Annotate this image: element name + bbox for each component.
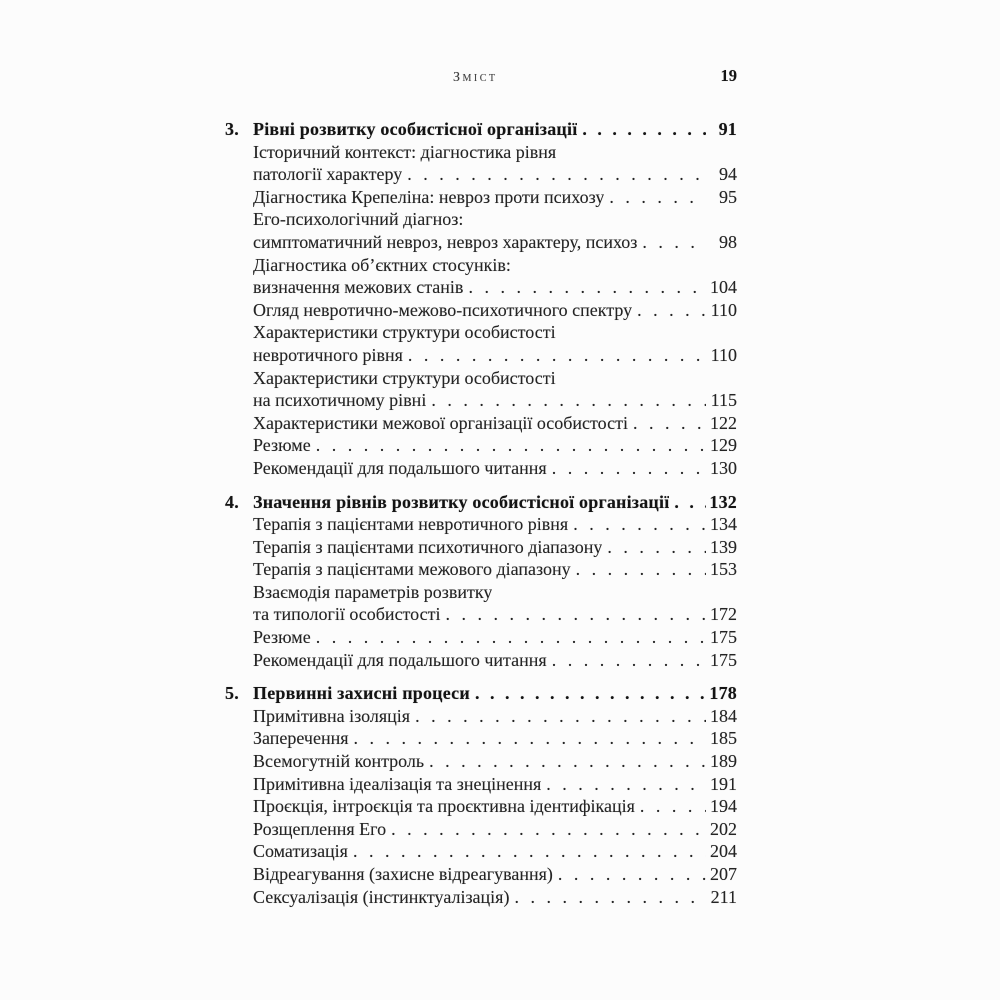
toc-entry-line: [225, 886, 737, 909]
toc-entry-line: [225, 434, 737, 457]
toc-entries: [225, 513, 737, 671]
entry-page-number: 194: [710, 796, 737, 817]
dot-leader: [446, 603, 707, 626]
entry-text: Терапія з пацієнтами психотичного діапазону: [253, 536, 603, 557]
toc-chapter-row: [225, 118, 737, 141]
entry-text: на психотичному рівні: [253, 390, 427, 411]
entry-page-number: 204: [710, 841, 737, 862]
entry-page-number: 175: [710, 649, 737, 670]
entry-text: Заперечення: [253, 728, 349, 749]
dot-leader: [429, 750, 706, 773]
toc-entry-line: [225, 254, 737, 277]
dot-leader: [415, 705, 706, 728]
dot-leader: [353, 840, 706, 863]
entry-text: Характеристики структури особистості: [253, 367, 556, 388]
chapter-page-number: 132: [709, 491, 737, 512]
entry-text: Примітивна ізоляція: [253, 705, 411, 726]
toc-entry-line: [225, 208, 737, 231]
dot-leader: [607, 536, 706, 559]
entry-text: Огляд невротично-межово-психотичного спектру: [253, 299, 633, 320]
toc-entry-line: [225, 818, 737, 841]
dot-leader: [637, 299, 706, 322]
dot-leader: [407, 163, 706, 186]
entry-page-number: 139: [710, 536, 737, 557]
toc-entry-line: [225, 231, 737, 254]
entry-text: визначення межових станів: [253, 277, 464, 298]
dot-leader: [573, 513, 706, 536]
running-title: Зміст: [453, 70, 498, 85]
chapter-title: Первинні захисні процеси: [253, 683, 470, 704]
toc-entry-line: [225, 186, 737, 209]
entry-text: Резюме: [253, 627, 311, 648]
dot-leader: [674, 491, 706, 514]
toc-entry-line: [225, 603, 737, 626]
entry-page-number: 207: [710, 864, 737, 884]
dot-leader: [609, 186, 706, 209]
toc-entries: [225, 141, 737, 480]
toc-entry-line: [225, 863, 737, 886]
dot-leader: [391, 818, 706, 841]
entry-text: Резюме: [253, 435, 311, 456]
header-page-number: 19: [720, 66, 737, 85]
entry-page-number: 130: [710, 457, 737, 478]
toc-entry-line: [225, 321, 737, 344]
table-of-contents: [225, 118, 737, 908]
toc-entries: [225, 705, 737, 908]
dot-leader: [576, 558, 706, 581]
chapter-page-number: 178: [709, 683, 737, 704]
toc-entry-line: [225, 705, 737, 728]
dot-leader: [316, 434, 706, 457]
dot-leader: [640, 795, 706, 818]
dot-leader: [408, 344, 706, 367]
entry-page-number: 184: [710, 705, 737, 726]
chapter-title: Рівні розвитку особистісної організації: [253, 119, 578, 139]
dot-leader: [354, 727, 706, 750]
toc-entry-line: [225, 389, 737, 412]
toc-entry-line: [225, 412, 737, 435]
entry-text: Терапія з пацієнтами невротичного рівня: [253, 514, 569, 535]
toc-section: [225, 491, 737, 672]
entry-text: Характеристики структури особистості: [253, 322, 556, 343]
toc-chapter-row: [225, 682, 737, 705]
chapter-number: 3.: [225, 119, 239, 139]
toc-entry-line: [225, 626, 737, 649]
entry-text: Терапія з пацієнтами межового діапазону: [253, 559, 571, 580]
toc-entry-line: [225, 141, 737, 164]
entry-page-number: 98: [719, 231, 737, 252]
dot-leader: [468, 276, 706, 299]
entry-text: Відреагування (захисне відреагування): [253, 864, 553, 884]
entry-text: Діагностика Крепеліна: невроз проти психозу: [253, 186, 605, 207]
entry-page-number: 172: [710, 604, 737, 625]
entry-page-number: 110: [710, 299, 737, 320]
toc-entry-line: [225, 457, 737, 480]
toc-entry-line: [225, 344, 737, 367]
dot-leader: [558, 863, 706, 886]
toc-entry-line: [225, 795, 737, 818]
entry-text: патології характеру: [253, 164, 403, 185]
entry-page-number: 175: [710, 627, 737, 648]
entry-text: Проєкція, інтроєкція та проєктивна ідентифікація: [253, 796, 635, 817]
toc-entry-line: [225, 773, 737, 796]
entry-page-number: 115: [710, 390, 737, 411]
chapter-page-number: 91: [718, 119, 737, 139]
toc-entry-line: [225, 536, 737, 559]
dot-leader: [514, 886, 706, 909]
dot-leader: [431, 389, 706, 412]
entry-page-number: 185: [710, 728, 737, 749]
entry-text: невротичного рівня: [253, 344, 403, 365]
entry-page-number: 189: [710, 751, 737, 772]
dot-leader: [552, 457, 706, 480]
toc-chapter-row: [225, 491, 737, 514]
toc-entry-line: [225, 299, 737, 322]
entry-text: Соматизація: [253, 841, 348, 862]
dot-leader: [316, 626, 706, 649]
entry-page-number: 94: [719, 164, 737, 185]
toc-entry-line: [225, 276, 737, 299]
entry-page-number: 191: [710, 773, 737, 794]
toc-entry-line: [225, 840, 737, 863]
chapter-title: Значення рівнів розвитку особистісної організації: [253, 491, 670, 512]
entry-text: Рекомендації для подальшого читання: [253, 457, 547, 478]
entry-page-number: 104: [710, 277, 737, 298]
toc-section: [225, 118, 737, 480]
dot-leader: [582, 118, 706, 141]
entry-page-number: 110: [710, 344, 737, 365]
entry-text: Взаємодія параметрів розвитку: [253, 581, 493, 602]
entry-text: Діагностика об’єктних стосунків:: [253, 254, 511, 275]
dot-leader: [552, 649, 706, 672]
toc-section: [225, 682, 737, 908]
toc-entry-line: [225, 727, 737, 750]
toc-entry-line: [225, 513, 737, 536]
dot-leader: [475, 682, 706, 705]
entry-page-number: 122: [710, 412, 737, 433]
entry-text: Рекомендації для подальшого читання: [253, 649, 547, 670]
entry-text: Історичний контекст: діагностика рівня: [253, 141, 557, 162]
running-header: [225, 66, 737, 86]
toc-entry-line: [225, 367, 737, 390]
toc-entry-line: [225, 163, 737, 186]
dot-leader: [633, 412, 706, 435]
entry-text: та типології особистості: [253, 604, 441, 625]
entry-page-number: 134: [710, 514, 737, 535]
toc-entry-line: [225, 649, 737, 672]
entry-page-number: 202: [710, 818, 737, 839]
entry-text: Всемогутній контроль: [253, 751, 425, 772]
entry-text: Его-психологічний діагноз:: [253, 209, 464, 230]
entry-page-number: 211: [710, 886, 737, 907]
entry-text: симптоматичний невроз, невроз характеру, психоз: [253, 231, 638, 252]
chapter-number: 4.: [225, 491, 239, 512]
toc-entry-line: [225, 581, 737, 604]
chapter-number: 5.: [225, 683, 239, 704]
toc-entry-line: [225, 750, 737, 773]
entry-page-number: 129: [710, 435, 737, 456]
entry-page-number: 95: [719, 186, 737, 207]
entry-text: Примітивна ідеалізація та знецінення: [253, 773, 542, 794]
toc-entry-line: [225, 558, 737, 581]
entry-text: Характеристики межової організації особистості: [253, 412, 628, 433]
entry-text: Сексуалізація (інстинктуалізація): [253, 886, 510, 907]
dot-leader: [546, 773, 706, 796]
entry-page-number: 153: [710, 559, 737, 580]
dot-leader: [642, 231, 706, 254]
entry-text: Розщеплення Его: [253, 818, 387, 839]
